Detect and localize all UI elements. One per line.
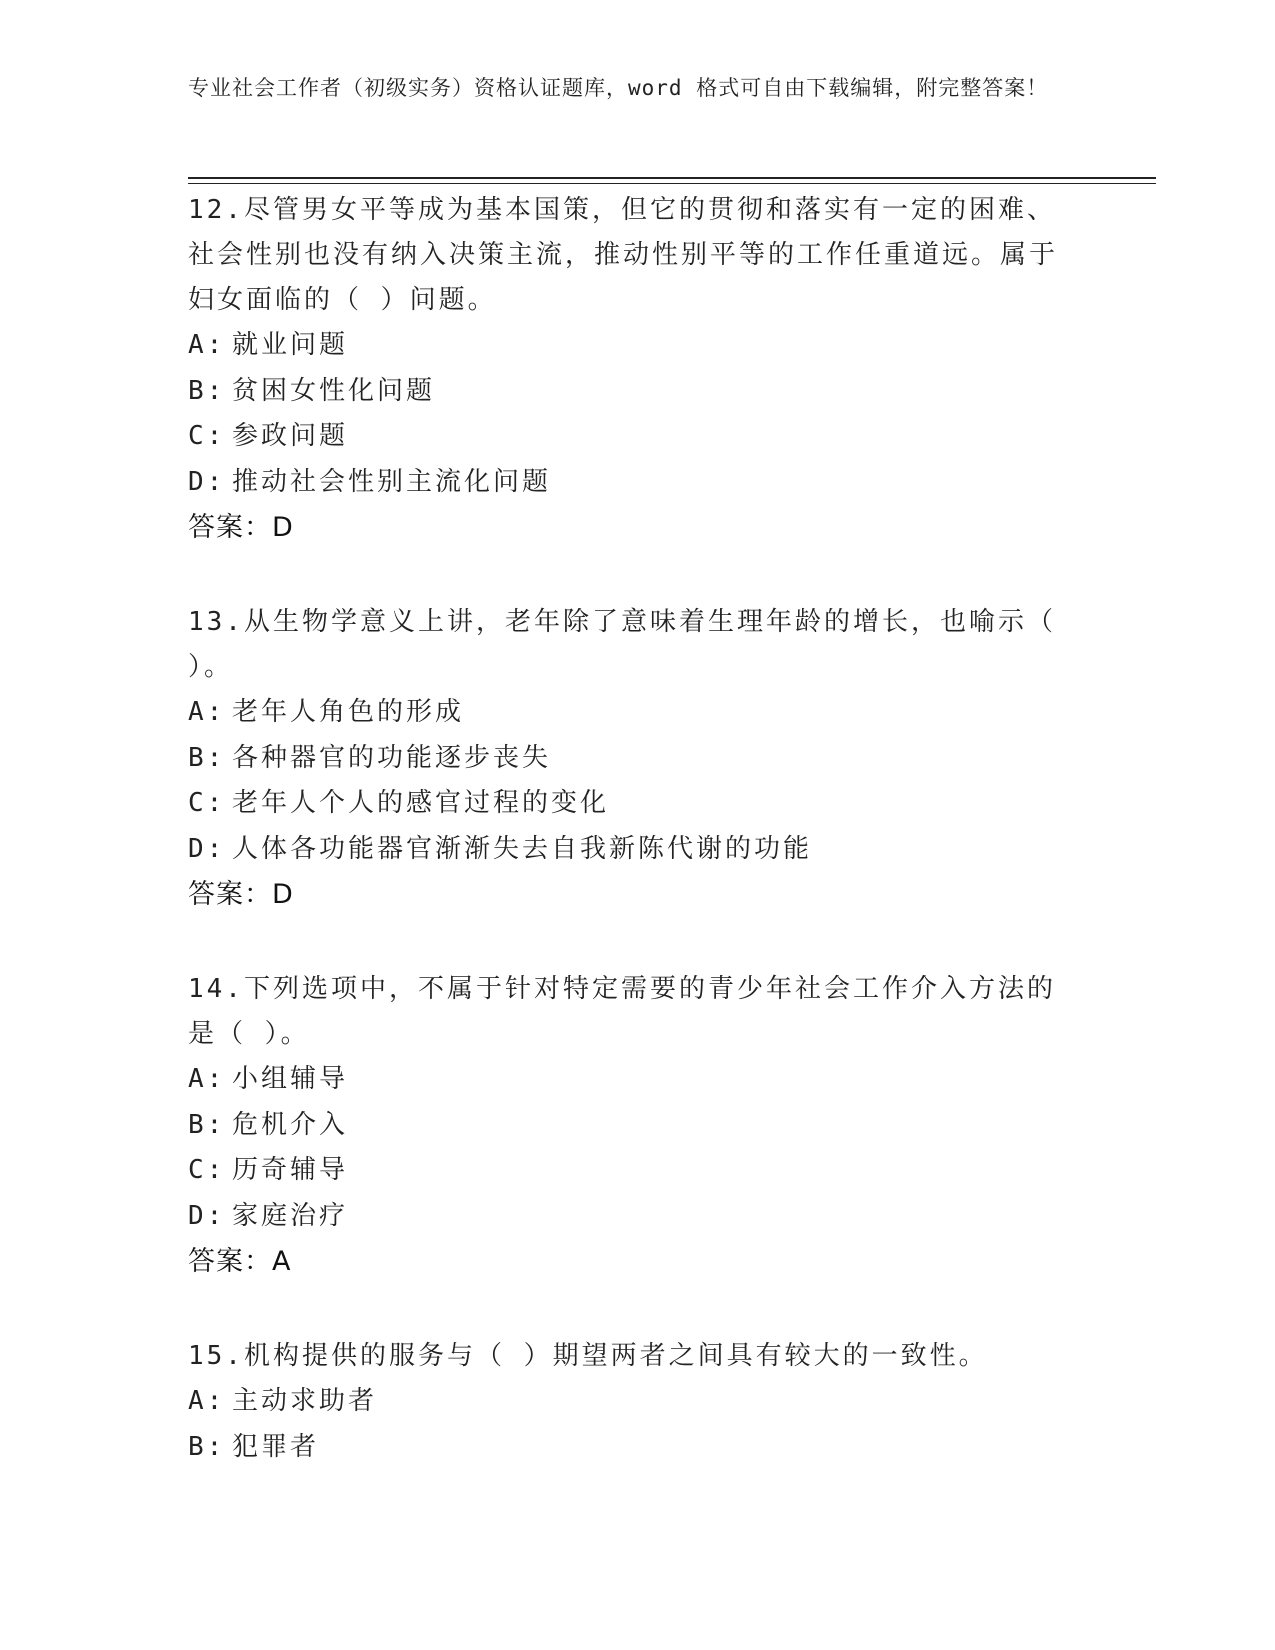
option-text: 推动社会性别主流化问题 (232, 466, 552, 497)
question-15 (188, 1334, 1078, 1470)
question-stem: 13.从生物学意义上讲，老年除了意味着生理年龄的增长，也喻示（ ）。 (188, 607, 1056, 682)
option-b (188, 1425, 1078, 1471)
option-text: 就业问题 (232, 330, 349, 360)
option-key: C: (188, 421, 226, 451)
question-stem: 12.尽管男女平等成为基本国策，但它的贯彻和落实有一定的困难、社会性别也没有纳入决策主流，推动性别平等的工作任重道远。属于妇女面临的（ ）问题。 (188, 195, 1059, 315)
option-text: 贫困女性化问题 (232, 375, 436, 406)
option-c (188, 1148, 1078, 1194)
option-d (188, 460, 1078, 506)
answer-line: 答案：D (188, 879, 294, 910)
option-key: B: (188, 375, 226, 406)
option-text: 家庭治疗 (232, 1200, 349, 1231)
option-text: 危机介入 (232, 1109, 349, 1140)
option-key: A: (188, 1386, 226, 1416)
option-key: A: (188, 330, 226, 360)
option-text: 历奇辅导 (232, 1155, 349, 1185)
option-a (188, 1379, 1078, 1425)
option-a (188, 323, 1078, 369)
question-stem: 14.下列选项中，不属于针对特定需要的青少年社会工作介入方法的是（ ）。 (188, 974, 1056, 1049)
question-stem: 15.机构提供的服务与（ ）期望两者之间具有较大的一致性。 (188, 1341, 988, 1371)
option-key: D: (188, 1200, 226, 1231)
option-text: 参政问题 (232, 421, 349, 451)
option-key: B: (188, 742, 226, 773)
option-text: 各种器官的功能逐步丧失 (232, 742, 552, 773)
option-key: C: (188, 788, 226, 818)
option-key: A: (188, 1064, 226, 1094)
option-d (188, 1194, 1078, 1240)
option-key: B: (188, 1431, 226, 1462)
document-header: 专业社会工作者（初级实务）资格认证题库，word 格式可自由下载编辑，附完整答案！ (188, 76, 1049, 100)
header-rule-thick (188, 177, 1156, 179)
answer-line: 答案：A (188, 1246, 292, 1277)
answer-line: 答案：D (188, 512, 294, 543)
option-text: 主动求助者 (232, 1386, 378, 1416)
option-c (188, 781, 1078, 827)
option-b (188, 736, 1078, 782)
option-key: D: (188, 466, 226, 497)
option-text: 人体各功能器官渐渐失去自我新陈代谢的功能 (232, 833, 813, 864)
option-b (188, 1103, 1078, 1149)
question-14 (188, 967, 1078, 1285)
option-b (188, 369, 1078, 415)
option-key: A: (188, 697, 226, 727)
option-d (188, 827, 1078, 873)
header-rule-thin (188, 183, 1156, 184)
option-text: 犯罪者 (232, 1431, 320, 1462)
option-c (188, 414, 1078, 460)
question-12 (188, 188, 1078, 551)
option-a (188, 1057, 1078, 1103)
option-key: D: (188, 833, 226, 864)
option-text: 老年人个人的感官过程的变化 (232, 788, 610, 818)
question-13 (188, 600, 1078, 918)
option-key: C: (188, 1155, 226, 1185)
option-key: B: (188, 1109, 226, 1140)
option-text: 老年人角色的形成 (232, 697, 465, 727)
question-list (188, 188, 1078, 1519)
option-a (188, 690, 1078, 736)
option-text: 小组辅导 (232, 1064, 349, 1094)
